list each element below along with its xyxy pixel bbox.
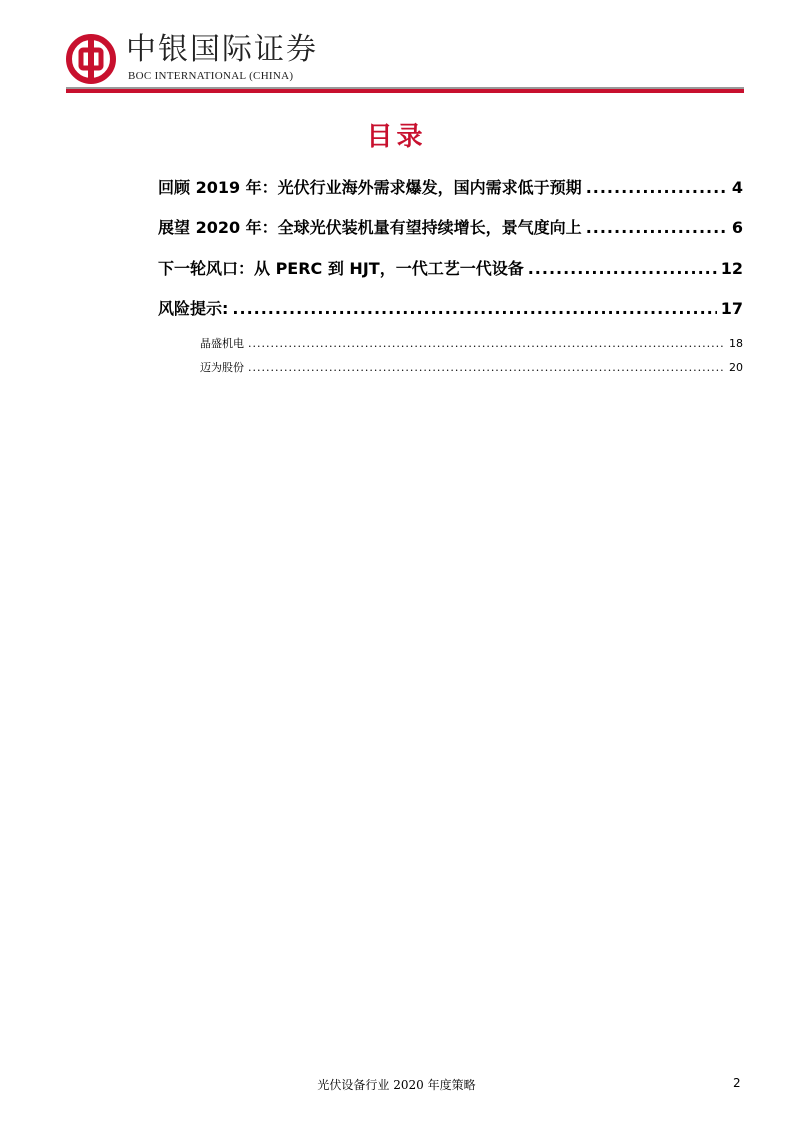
toc-leader-dots <box>586 218 728 237</box>
toc-entry-label: 下一轮风口：从 PERC 到 HJT，一代工艺一代设备 <box>158 259 524 278</box>
toc-sub-entry-page: 18 <box>729 337 743 350</box>
toc-leader-dots <box>248 361 725 374</box>
logo-english-name: BOC INTERNATIONAL (CHINA) <box>128 70 294 82</box>
toc-entry-page: 12 <box>720 259 743 278</box>
toc-entry[interactable] <box>158 256 743 279</box>
toc-title: 目录 <box>366 122 427 152</box>
toc-entry[interactable] <box>158 296 743 319</box>
toc-leader-dots <box>586 178 728 197</box>
toc-sub-entry[interactable] <box>200 335 743 351</box>
toc-entry-page: 6 <box>731 218 743 237</box>
header-divider-red <box>66 89 744 93</box>
logo-chinese-name: 中银国际证券 <box>126 32 318 67</box>
toc-entry-label: 展望 2020 年：全球光伏装机量有望持续增长，景气度向上 <box>158 218 582 237</box>
toc-entry-label: 回顾 2019 年：光伏行业海外需求爆发，国内需求低于预期 <box>158 178 582 197</box>
toc-sub-entry[interactable] <box>200 359 743 375</box>
toc-entry-page: 17 <box>720 299 743 318</box>
toc-sub-entry-label: 晶盛机电 <box>200 337 244 350</box>
boc-logo-icon <box>66 34 116 84</box>
toc-entry[interactable] <box>158 215 743 238</box>
toc-leader-dots <box>528 259 717 278</box>
header <box>66 30 744 92</box>
footer-doc-title: 光伏设备行业 2020 年度策略 <box>317 1078 476 1092</box>
toc-entry[interactable] <box>158 175 743 198</box>
toc-sub-entry-label: 迈为股份 <box>200 361 244 374</box>
toc-entry-label: 风险提示: <box>158 299 229 318</box>
footer-page-number: 2 <box>733 1076 741 1090</box>
toc-leader-dots <box>232 299 716 318</box>
toc-entry-page: 4 <box>731 178 743 197</box>
toc-sub-entry-page: 20 <box>729 361 743 374</box>
toc-leader-dots <box>248 337 725 350</box>
